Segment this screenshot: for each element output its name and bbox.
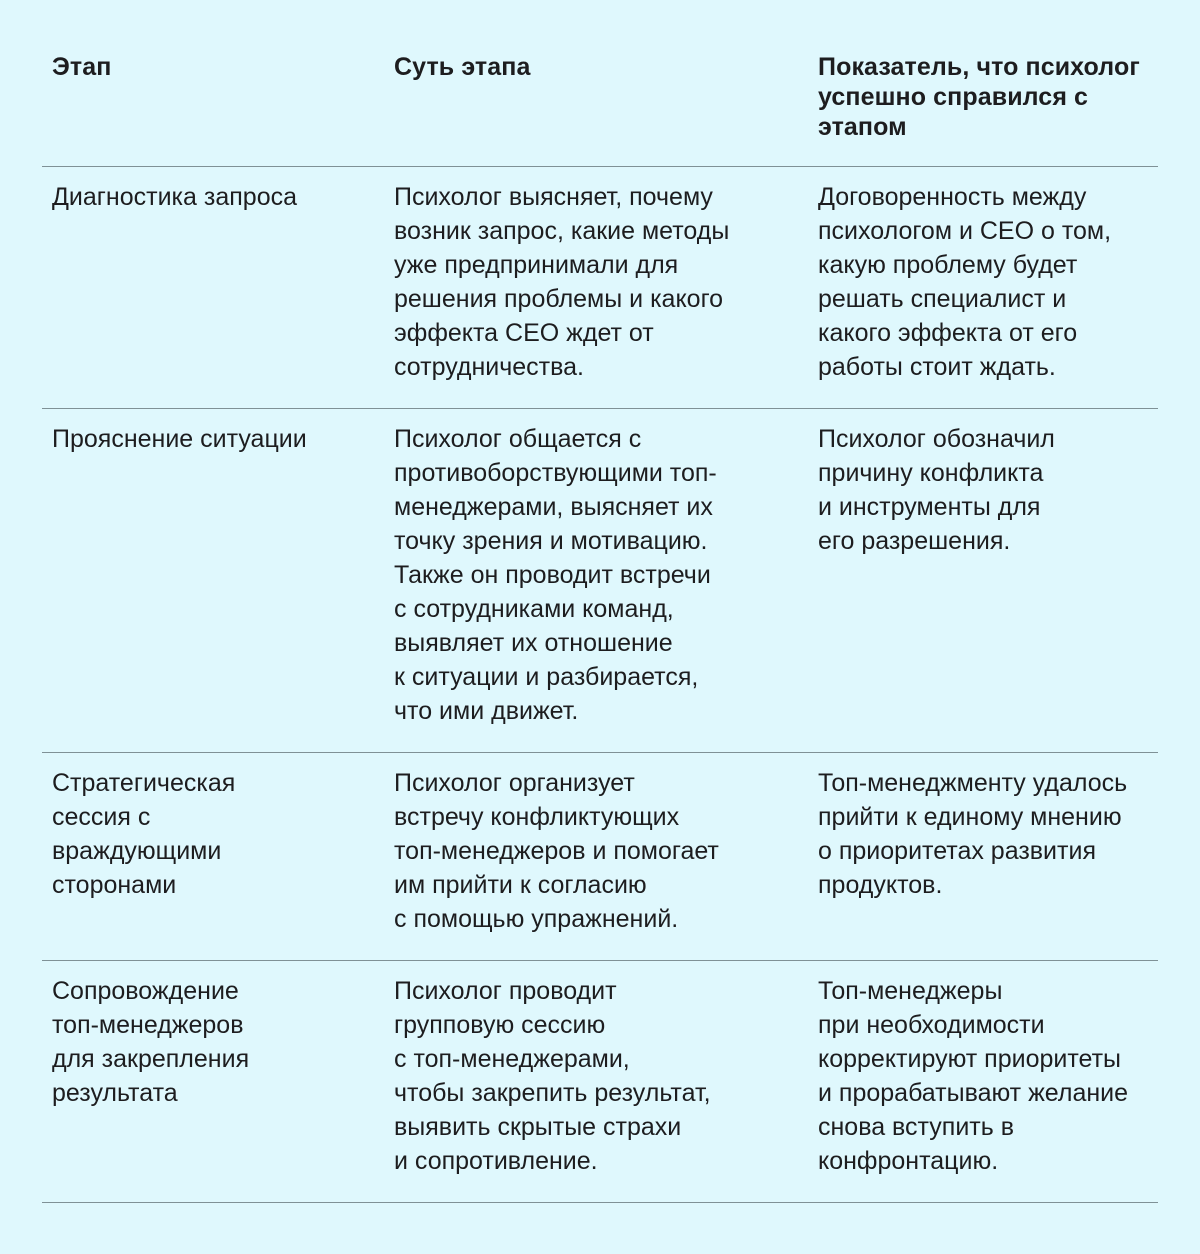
table-row — [42, 753, 1158, 961]
table-row — [42, 167, 1158, 409]
cell-stage: Сопровождение топ-менеджеров для закрепления результата — [52, 977, 250, 1107]
table-header — [42, 0, 1158, 167]
header-indicator — [808, 52, 1158, 166]
header-essence: Суть этапа — [394, 53, 531, 81]
cell-indicator: Договоренность между психологом и CEO о том, какую проблему будет решать специалист и какого эффекта от его работы стоит ждать. — [818, 183, 1112, 381]
stages-table — [42, 0, 1158, 1203]
cell-stage: Стратегическая сессия с враждующими сторонами — [52, 769, 236, 899]
cell-indicator: Психолог обозначил причину конфликта и инструменты для его разрешения. — [818, 425, 1055, 555]
cell-essence: Психолог выясняет, почему возник запрос, какие методы уже предпринимали для решения проблемы и какого эффекта CEO ждет от сотрудничества. — [394, 183, 730, 381]
cell-essence: Психолог проводит групповую сессию с топ-менеджерами, чтобы закрепить результат, выявить скрытые страхи и сопротивление. — [394, 977, 711, 1175]
cell-stage: Диагностика запроса — [52, 183, 297, 211]
cell-stage: Прояснение ситуации — [52, 425, 307, 453]
cell-indicator: Топ-менеджеры при необходимости корректируют приоритеты и прорабатывают желание снова вступить в конфронтацию. — [818, 977, 1129, 1175]
cell-indicator: Топ-менеджменту удалось прийти к единому мнению о приоритетах развития продуктов. — [818, 769, 1128, 899]
header-stage: Этап — [52, 53, 112, 81]
header-indicator-text: Показатель, что психолог успешно справился с этапом — [818, 53, 1140, 141]
table-row — [42, 409, 1158, 753]
cell-essence: Психолог организует встречу конфликтующих топ-менеджеров и помогает им прийти к согласию с помощью упражнений. — [394, 769, 719, 933]
table-row — [42, 961, 1158, 1203]
cell-essence: Психолог общается с противоборствующими топ- менеджерами, выясняет их точку зрения и мотивацию. Также он проводит встречи с сотрудниками команд, выявляет их отношение к ситуации и разбирается, что ими движет. — [394, 425, 717, 725]
